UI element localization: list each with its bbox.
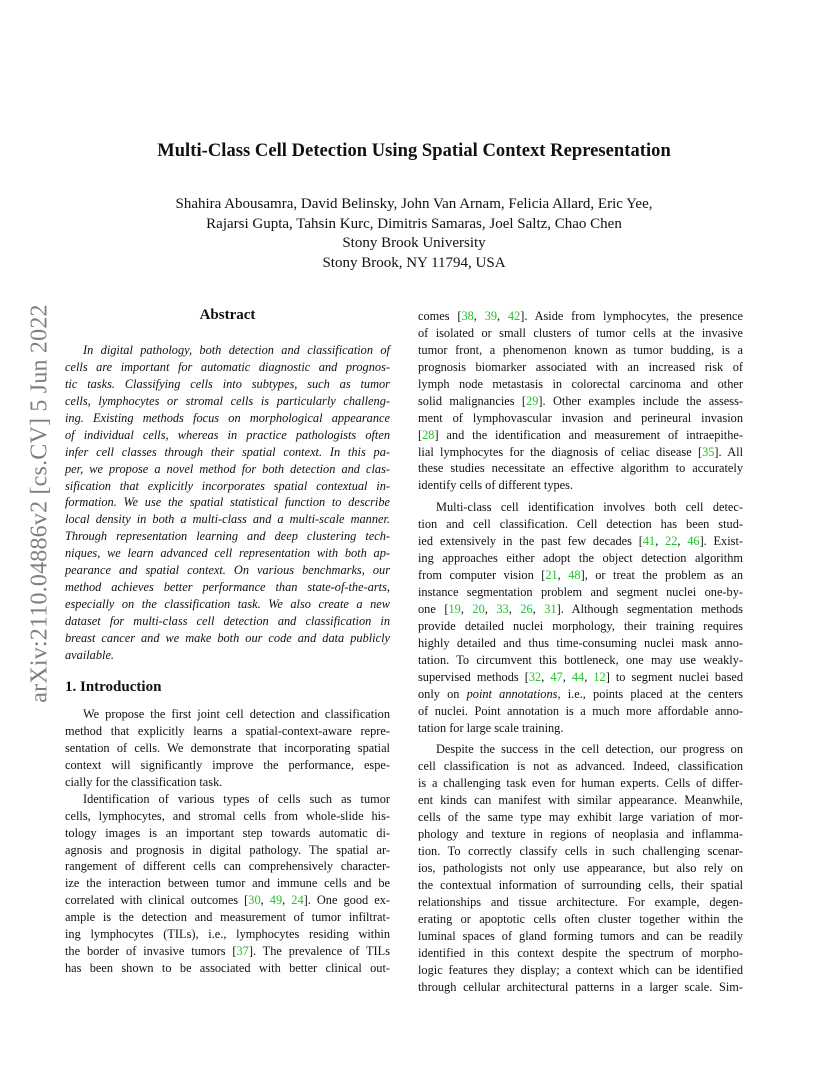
body-line: ize the interaction between tumor and immune cells and be [65,876,390,891]
body-line: through cellular architectural patterns in a larger scale. Sim- [418,979,743,994]
body-line: We propose the first joint cell detection and classification [83,707,390,721]
abstract-line: method achieves better performance than state-of-the-arts, [65,580,390,595]
citation-link[interactable]: 22 [665,534,678,549]
body-line: erating or apoptotic cells often cluster together within the [418,911,743,926]
body-line: agnosis and prognosis in digital pathology. The spatial ar- [65,842,390,857]
affiliation-address: Stony Brook, NY 11794, USA [322,254,506,271]
citation-link[interactable]: 47 [550,669,563,684]
author-line: Rajarsi Gupta, Tahsin Kurc, Dimitris Samaras, Joel Saltz, Chao Chen [206,215,622,232]
citation-link[interactable]: 30 [248,893,261,908]
citation-link[interactable]: 42 [507,309,521,323]
body-line: ent kinds can manifest with similar appearance. Meanwhile, [418,793,743,808]
body-line: lial lymphocytes for the diagnosis of celiac disease [35]. All [418,444,743,459]
body-line: ing lymphocytes (TILs), i.e., lymphocytes residing within [65,927,390,942]
body-line: these studies necessitate an effective algorithm to accurately [418,461,743,476]
citation-link[interactable]: 41 [642,534,656,549]
body-line: rangement of different cells can comprehensively character- [65,859,390,874]
body-line: tology images is an important step towards automatic di- [65,825,390,840]
citation-link[interactable]: 48 [568,568,581,583]
body-line: from computer vision [21, 48], or treat the problem as an [418,568,743,583]
body-line: of isolated or small clusters of tumor cells at the invasive [418,325,743,340]
body-line: context will significantly improve the performance, espe- [65,757,390,772]
citation-link[interactable]: 24 [291,893,304,908]
abstract-line: infer cell classes through their spatial context. In this pa- [65,444,390,459]
abstract-line: sification that explicitly incorporates spatial contextual in- [65,478,390,493]
abstract-line: ing. Existing methods focus on morphological appearance [65,410,390,425]
body-line: supervised methods [32, 47, 44, 12] to segment nuclei based [418,669,744,684]
body-line: ment of lymphovascular invasion and perineural invasion [418,410,743,425]
body-line: luminal spaces of gland forming tumors and can be readily [418,928,743,943]
citation-link[interactable]: 32 [528,669,542,684]
body-line: lymph node metastasis in colorectal carcinoma and other [418,376,743,391]
abstract-line: breast cancer and we make both our code and data publicly [65,630,390,645]
citation-link[interactable]: 35 [702,444,715,459]
body-line: one [19, 20, 33, 26, 31]. Although segmentation methods [418,601,743,616]
introduction-body [65,706,390,977]
abstract-line: formation. We use the spatial statistical function to describe [65,495,390,510]
abstract-line: available. [65,647,115,662]
author-line: Shahira Abousamra, David Belinsky, John Van Arnam, Felicia Allard, Eric Yee, [175,196,653,212]
body-line: correlated with clinical outcomes [30, 49, 24]. One good ex- [65,893,391,908]
body-line: cells of the same type may exhibit large variation of mor- [418,810,743,825]
body-line: tion. To correctly classify cells in such challenging scenar- [418,844,743,859]
body-line: ample is the detection and measurement of tumor infiltrat- [65,910,390,925]
right-column-body [418,308,743,996]
body-line: relationships and tissue architecture. For example, degen- [418,894,743,909]
paper-title: Multi-Class Cell Detection Using Spatial Context Representation [157,141,671,161]
author-block [60,195,768,273]
body-line: tation for large scale training. [418,720,564,735]
abstract-line: dataset for multi-class cell detection and classification in [65,614,390,628]
body-line: Identification of various types of cells such as tumor [83,791,390,806]
citation-link[interactable]: 38 [461,309,474,323]
citation-link[interactable]: 19 [448,601,461,616]
body-line: tion and cell classification. Cell detection has been stud- [418,517,743,532]
body-line: Despite the success in the cell detection, our progress on [436,742,743,757]
body-line: method that explicitly learns a spatial-context-aware repre- [65,723,390,738]
body-line: tumor front, a phenomenon known as tumor budding, is a [418,342,743,357]
body-line: instance segmentation problem and segment nuclei one-by- [418,585,743,599]
body-line: cially for the classification task. [65,774,223,789]
citation-link[interactable]: 20 [472,601,485,616]
body-line: ied extensively in the past few decades [41, 22, 46]. Exist- [418,534,744,549]
body-line: provide detailed nuclei morphology, their training requires [418,618,743,633]
abstract-line: pearance and spatial context. On various benchmarks, our [65,563,390,578]
abstract-heading: Abstract [199,307,256,323]
abstract-line: of individual cells, whereas in practice pathologists often [65,427,390,442]
body-line: logic features they display; a context which can be identified [418,962,743,977]
body-line: of nuclei. Point annotation is a much more affordable anno- [418,703,743,718]
body-line: is a challenging task even for human experts. Cells of differ- [418,776,743,791]
abstract-line: Through representation learning and deep clustering tech- [65,529,390,544]
body-line: comes [38, 39, 42]. Aside from lymphocytes, the presence [418,309,743,323]
abstract-line: cells, lymphocytes or stromal cells is particularly challeng- [65,393,390,408]
body-line: Multi-class cell identification involves both cell detec- [436,500,743,515]
abstract-line: especially on the classification task. We also create a new [65,597,390,612]
body-line: phology and texture in regions of neoplasia and inflamma- [418,827,743,842]
body-line: tation. To circumvent this bottleneck, one may use weakly- [418,652,743,667]
abstract-line: In digital pathology, both detection and classification of [83,343,390,357]
arxiv-identifier-stamp [18,297,62,709]
body-line: solid malignancies [29]. Other examples include the assess- [418,393,743,408]
citation-link[interactable]: 44 [571,669,585,684]
citation-link[interactable]: 21 [545,568,558,583]
citation-link[interactable]: 39 [484,309,498,323]
body-line: identify cells of different types. [418,478,574,493]
body-line: the border of invasive tumors [37]. The prevalence of TILs [65,944,390,959]
citation-link[interactable]: 49 [269,893,283,908]
abstract-body [65,342,390,664]
body-line: ios, pathologists not only use appearance, but also rely on [418,861,743,875]
citation-link[interactable]: 33 [496,601,509,616]
body-line: the contextual information of surrounding cells, their spatial [418,877,743,892]
arxiv-identifier-text: arXiv:2110.04886v2 [cs.CV] 5 Jun 2022 [26,303,53,703]
body-line: has been shown to be associated with better clinical out- [65,961,390,976]
abstract-line: local density in both a multi-class and a multi-scale manner. [65,512,390,527]
citation-link[interactable]: 46 [687,534,700,549]
body-line: prognosis biomarker associated with an increased risk of [418,359,743,374]
abstract-line: tic tasks. Classifying cells into subtypes, such as tumor [65,376,390,391]
citation-link[interactable]: 26 [520,601,533,616]
body-line: [28] and the identification and measurement of intraepithe- [418,427,743,442]
body-line: cell classification is not as advanced. Indeed, classification [418,759,743,774]
abstract-line: niques, we learn advanced cell representation with both ap- [65,546,390,561]
abstract-line: cells are important for automatic diagnostic and prognos- [65,359,390,374]
body-line: only on point annotations, i.e., points placed at the centers [418,686,743,701]
citation-link[interactable]: 37 [236,944,249,959]
citation-link[interactable]: 12 [593,669,606,684]
emphasis-text: point annotations [466,686,558,701]
body-line: highly detailed and thus time-consuming nuclei mask anno- [418,635,743,650]
body-line: sentation of cells. We demonstrate that incorporating spatial [65,740,390,755]
affiliation: Stony Brook University [342,235,486,251]
body-line: ing approaches either adopt the object detection algorithm [418,551,743,566]
abstract-line: per, we propose a novel method for both detection and clas- [65,461,390,476]
citation-link[interactable]: 29 [526,393,539,408]
body-line: identified in this context despite the spectrum of morpho- [418,945,743,960]
citation-link[interactable]: 31 [544,601,557,616]
citation-link[interactable]: 28 [422,427,435,442]
body-line: cells, lymphocytes, and stromal cells from whole-slide his- [65,808,390,823]
section-heading-introduction: 1. Introduction [65,679,162,695]
